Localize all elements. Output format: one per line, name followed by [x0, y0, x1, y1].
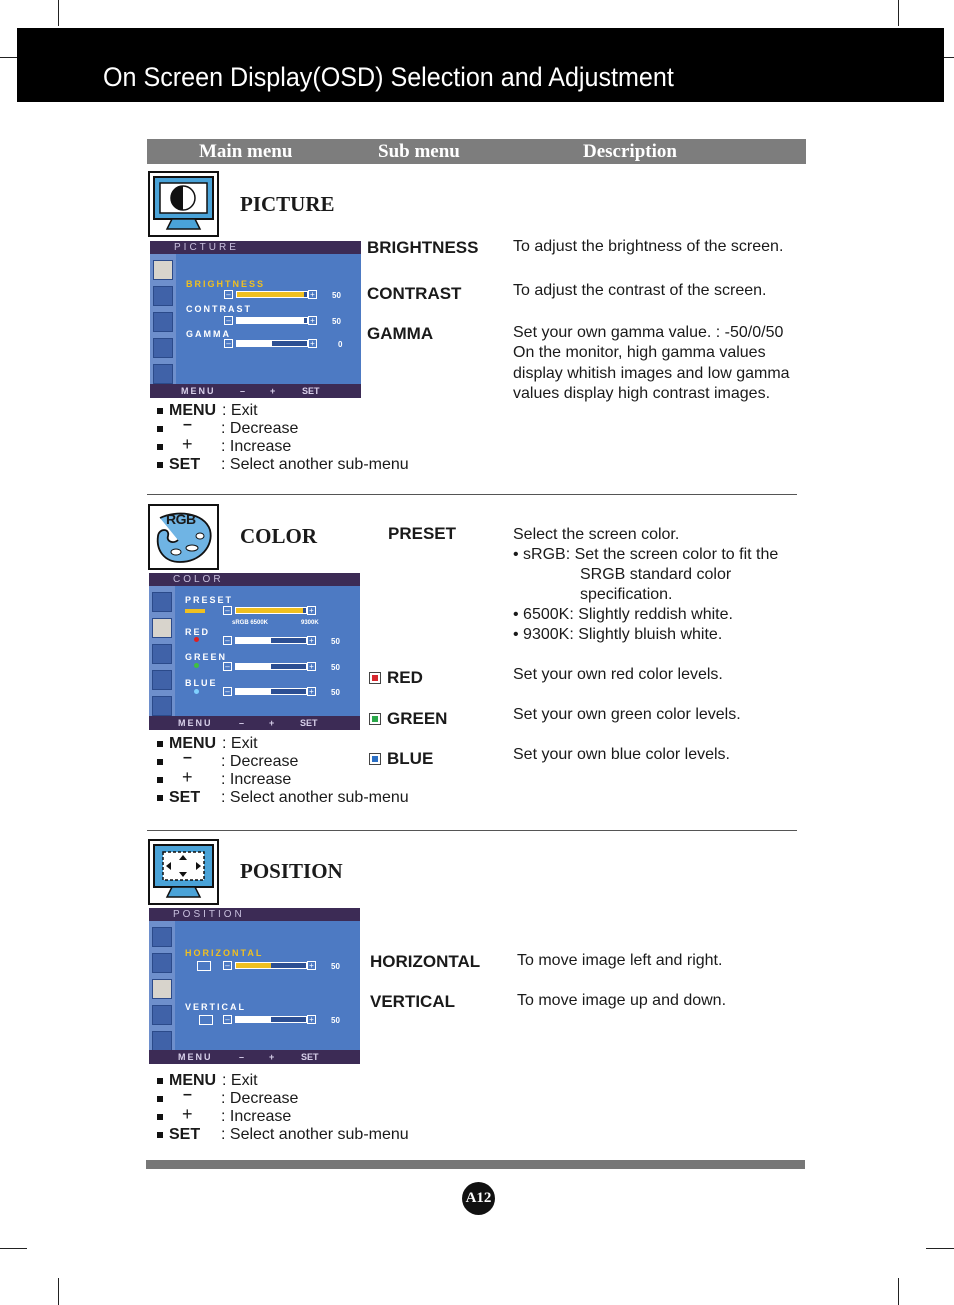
osd-tab-setup-icon [153, 364, 173, 384]
legend-key-set: SET [169, 456, 201, 473]
bullet [157, 795, 163, 801]
desc-preset-head: Select the screen color. [513, 526, 680, 543]
osd-label: PRESET [185, 595, 234, 605]
green-square-icon [369, 713, 381, 725]
legend-key-minus: – [183, 749, 192, 766]
legend-key-minus: – [183, 1086, 192, 1103]
minus-icon: – [223, 636, 232, 645]
footer-bar [146, 1160, 805, 1169]
osd-title: PICTURE [150, 241, 361, 254]
osd-minus-label: – [240, 386, 246, 396]
color-osd [149, 573, 360, 730]
desc-red: Set your own red color levels. [513, 666, 723, 683]
position-title: POSITION [240, 859, 343, 883]
plus-icon: + [307, 961, 316, 970]
submenu-red [369, 668, 423, 688]
osd-plus-label: + [269, 718, 275, 728]
crop-mark [58, 1278, 59, 1305]
osd-value: 50 [331, 962, 340, 971]
desc-srgb: SRGB standard color [580, 566, 732, 583]
legend-text: : Decrease [221, 753, 299, 770]
osd-value: 0 [338, 340, 343, 349]
osd-value: 50 [331, 663, 340, 672]
desc-9300k: • 9300K: Slightly bluish white. [513, 626, 723, 643]
legend-text: : Decrease [221, 1090, 299, 1107]
submenu-horizontal: HORIZONTAL [370, 952, 481, 971]
legend-key-plus: + [182, 767, 193, 787]
desc-srgb: • sRGB: Set the screen color to fit the [513, 546, 779, 563]
legend-key-menu: MENU [169, 1072, 217, 1089]
legend-text: : Select another sub-menu [221, 789, 409, 806]
osd-plus-label: + [270, 386, 276, 396]
bullet [157, 426, 163, 432]
osd-tabs [149, 921, 175, 1050]
osd-slider [235, 688, 307, 695]
v-position-icon [199, 1015, 213, 1025]
osd-tab-position-icon [152, 644, 172, 664]
desc-horizontal: To move image left and right. [517, 952, 723, 969]
osd-set-label: SET [302, 386, 320, 396]
page-number: A12 [462, 1182, 495, 1215]
minus-icon: – [223, 687, 232, 696]
desc-green: Set your own green color levels. [513, 706, 741, 723]
minus-icon: – [223, 1015, 232, 1024]
plus-icon: + [307, 1015, 316, 1024]
submenu-green [369, 709, 447, 729]
legend-key-minus: – [183, 416, 192, 433]
osd-value: 50 [331, 688, 340, 697]
submenu-contrast: CONTRAST [367, 284, 462, 303]
desc-blue: Set your own blue color levels. [513, 746, 730, 763]
osd-slider [235, 607, 307, 614]
legend-key-plus: + [182, 434, 193, 454]
osd-label: RED [185, 627, 211, 637]
desc-contrast: To adjust the contrast of the screen. [513, 282, 767, 299]
osd-tabs [150, 254, 176, 384]
legend-text: : Exit [222, 1072, 258, 1089]
osd-menu-label: MENU [178, 1052, 213, 1062]
page-title: On Screen Display(OSD) Selection and Adjustment [103, 62, 674, 92]
legend-text: : Decrease [221, 420, 299, 437]
preset-mark: sRGB 6500K [232, 620, 269, 626]
legend-text: : Exit [222, 402, 258, 419]
osd-label: CONTRAST [186, 304, 252, 314]
osd-label: BLUE [185, 678, 218, 688]
submenu-red-label: RED [387, 668, 423, 687]
crop-mark [0, 1248, 27, 1249]
minus-icon: – [224, 290, 233, 299]
crop-mark [898, 1278, 899, 1305]
minus-icon: – [223, 662, 232, 671]
plus-icon: + [307, 662, 316, 671]
submenu-green-label: GREEN [387, 709, 448, 728]
osd-label: BRIGHTNESS [186, 279, 266, 289]
desc-vertical: To move image up and down. [517, 992, 727, 1009]
green-dot-icon [194, 663, 199, 668]
osd-slider [235, 1016, 307, 1023]
osd-label: GREEN [185, 652, 228, 662]
osd-value: 50 [332, 291, 341, 300]
desc-srgb: specification. [580, 586, 673, 603]
plus-icon: + [307, 606, 316, 615]
submenu-preset: PRESET [388, 524, 457, 543]
picture-title: PICTURE [240, 192, 335, 216]
submenu-brightness: BRIGHTNESS [367, 238, 479, 257]
bullet [157, 1096, 163, 1102]
position-legend [157, 1072, 417, 1144]
desc-brightness: To adjust the brightness of the screen. [513, 238, 784, 255]
bullet [157, 1078, 163, 1084]
osd-title: POSITION [149, 908, 360, 921]
submenu-vertical: VERTICAL [370, 992, 455, 1011]
bullet [157, 741, 163, 747]
blue-dot-icon [194, 689, 199, 694]
osd-tab-position-icon [153, 312, 173, 332]
osd-tab-color-icon [152, 953, 172, 973]
osd-tab-tracking-icon [153, 338, 173, 358]
osd-title: COLOR [149, 573, 360, 586]
crop-mark [0, 57, 17, 58]
crop-mark [898, 0, 899, 26]
legend-key-plus: + [182, 1104, 193, 1124]
bullet [157, 408, 163, 414]
desc-gamma-line: values display high contrast images. [513, 385, 771, 402]
legend-key-menu: MENU [169, 735, 217, 752]
legend-text: : Select another sub-menu [221, 456, 409, 473]
crop-mark [926, 1248, 954, 1249]
bullet [157, 1132, 163, 1138]
osd-tab-tracking-icon [152, 1005, 172, 1025]
picture-legend [157, 402, 417, 474]
osd-slider [236, 340, 308, 347]
osd-label: HORIZONTAL [185, 948, 264, 958]
osd-tab-color-icon [152, 618, 172, 638]
osd-set-label: SET [301, 1052, 319, 1062]
osd-label: VERTICAL [185, 1002, 246, 1012]
minus-icon: – [224, 316, 233, 325]
osd-set-label: SET [300, 718, 318, 728]
col-sub-menu: Sub menu [378, 141, 460, 162]
legend-key-set: SET [169, 1126, 201, 1143]
crop-mark [944, 57, 954, 58]
osd-tabs [149, 586, 175, 716]
bullet [157, 1114, 163, 1120]
position-osd [149, 908, 360, 1064]
legend-key-menu: MENU [169, 402, 217, 419]
picture-osd [150, 241, 361, 398]
desc-gamma-line: display whitish images and low gamma [513, 365, 790, 382]
color-legend [157, 735, 417, 807]
legend-text: : Select another sub-menu [221, 1126, 409, 1143]
minus-icon: – [223, 606, 232, 615]
osd-tab-picture-icon [152, 927, 172, 947]
bullet [157, 759, 163, 765]
desc-gamma-line: On the monitor, high gamma values [513, 344, 766, 361]
osd-value: 50 [331, 637, 340, 646]
osd-slider [235, 962, 307, 969]
desc-6500k: • 6500K: Slightly reddish white. [513, 606, 733, 623]
submenu-gamma: GAMMA [367, 324, 434, 343]
osd-menu-label: MENU [178, 718, 213, 728]
red-square-icon [369, 672, 381, 684]
col-main-menu: Main menu [199, 141, 293, 162]
red-dot-icon [194, 637, 199, 642]
osd-plus-label: + [269, 1052, 275, 1062]
osd-controls [149, 716, 360, 730]
osd-slider [235, 637, 307, 644]
desc-gamma-line: Set your own gamma value. : -50/0/50 [513, 324, 784, 341]
rgb-icon-label: RGB [166, 511, 196, 527]
submenu-blue-label: BLUE [387, 749, 434, 768]
preset-swatch-icon [185, 609, 205, 613]
legend-key-set: SET [169, 789, 201, 806]
legend-text: : Increase [221, 771, 292, 788]
osd-tab-picture-icon [153, 260, 173, 280]
plus-icon: + [308, 290, 317, 299]
osd-tab-color-icon [153, 286, 173, 306]
plus-icon: + [307, 636, 316, 645]
plus-icon: + [308, 316, 317, 325]
minus-icon: – [224, 339, 233, 348]
color-icon [148, 504, 219, 570]
bullet [157, 777, 163, 783]
osd-menu-label: MENU [181, 386, 216, 396]
divider [147, 494, 797, 495]
osd-controls [149, 1050, 360, 1064]
osd-tab-setup-icon [152, 1031, 172, 1051]
osd-slider [235, 663, 307, 670]
osd-value: 50 [331, 1016, 340, 1025]
legend-text: : Exit [222, 735, 258, 752]
legend-text: : Increase [221, 438, 292, 455]
legend-text: : Increase [221, 1108, 292, 1125]
osd-tab-position-icon [152, 979, 172, 999]
osd-minus-label: – [239, 718, 245, 728]
color-title: COLOR [240, 524, 318, 548]
osd-controls [150, 384, 361, 398]
osd-value: 50 [332, 317, 341, 326]
minus-icon: – [223, 961, 232, 970]
preset-mark: 9300K [301, 620, 319, 626]
osd-label: GAMMA [186, 329, 231, 339]
osd-tab-picture-icon [152, 592, 172, 612]
crop-mark [58, 0, 59, 26]
bullet [157, 462, 163, 468]
h-position-icon [197, 961, 211, 971]
picture-icon [148, 171, 219, 237]
plus-icon: + [307, 687, 316, 696]
col-description: Description [583, 141, 677, 162]
plus-icon: + [308, 339, 317, 348]
osd-tab-setup-icon [152, 696, 172, 716]
osd-tab-tracking-icon [152, 670, 172, 690]
osd-slider [236, 291, 308, 298]
osd-minus-label: – [239, 1052, 245, 1062]
osd-slider [236, 317, 308, 324]
bullet [157, 444, 163, 450]
position-icon [148, 839, 219, 905]
divider [147, 830, 797, 831]
